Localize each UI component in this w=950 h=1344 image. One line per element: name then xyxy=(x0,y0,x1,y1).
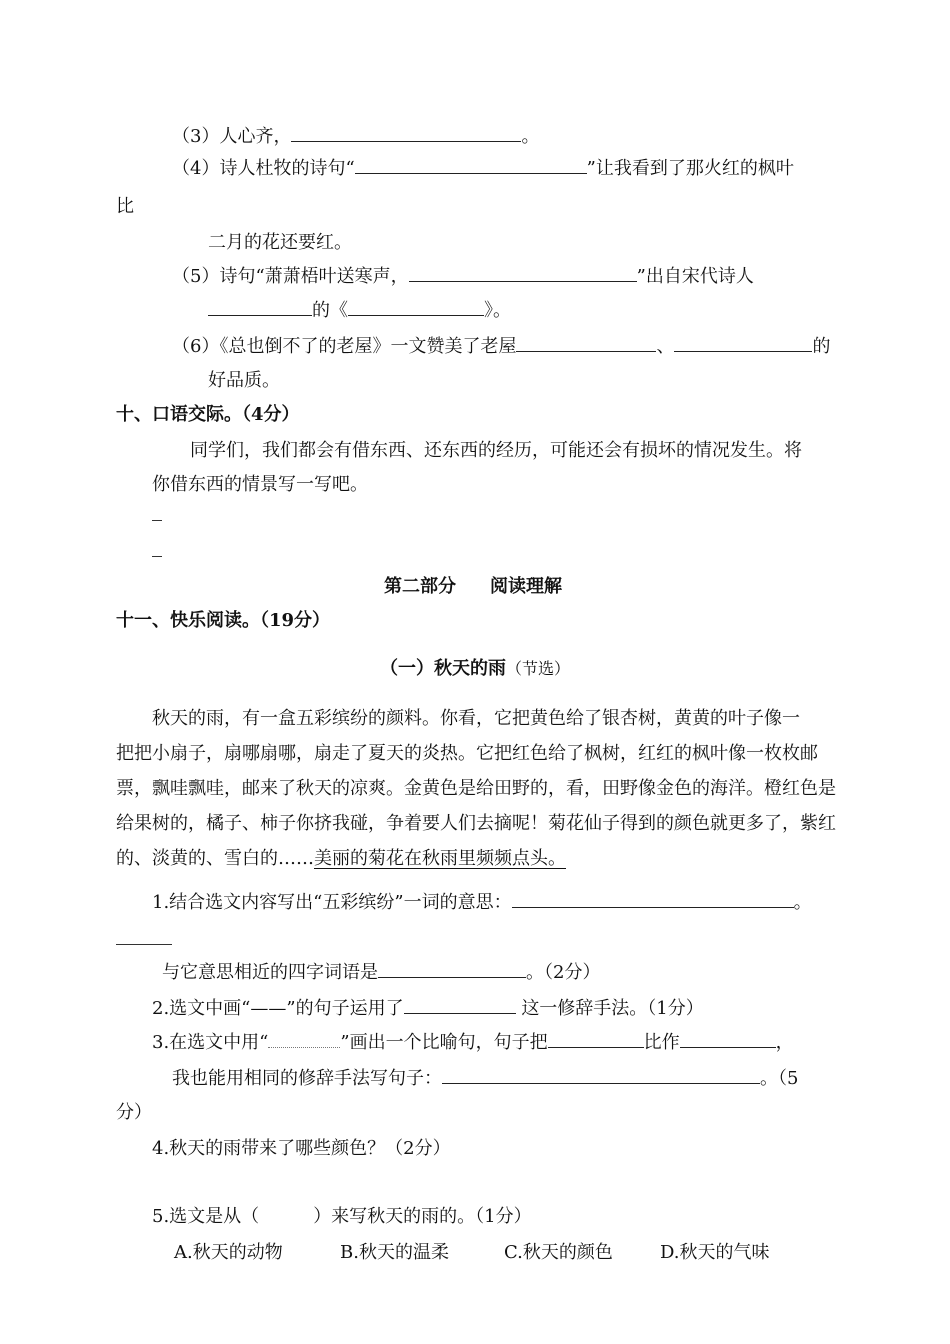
answer-line-continuation[interactable] xyxy=(116,944,172,945)
question-3: 3.在选文中用“ ”画出一个比喻句，句子把 比作 ， xyxy=(152,1032,794,1053)
fill-q6-continuation: 好品质。 xyxy=(208,370,280,391)
question-4: 4.秋天的雨带来了哪些颜色？（2分） xyxy=(152,1138,451,1159)
answer-blank[interactable] xyxy=(548,1031,644,1048)
option-d[interactable]: D.秋天的气味 xyxy=(660,1242,770,1263)
passage-line: 给果树的，橘子、柿子你挤我碰，争着要人们去摘呢！菊花仙子得到的颜色就更多了，紫红 xyxy=(116,813,836,834)
part-2-heading: 第二部分 阅读理解 xyxy=(384,576,562,597)
question-3b-wrap: 分） xyxy=(116,1102,152,1123)
answer-blank[interactable] xyxy=(348,299,484,316)
fill-q4-continuation: 二月的花还要红。 xyxy=(208,232,352,253)
answer-blank[interactable] xyxy=(378,961,526,978)
section-10-heading: 十、口语交际。（4分） xyxy=(116,404,300,425)
answer-blank[interactable] xyxy=(208,299,312,316)
fill-q6: （6）《总也倒不了的老屋》一文赞美了老屋 、 的 xyxy=(172,336,831,357)
answer-blank[interactable] xyxy=(355,157,587,174)
question-1: 1.结合选文内容写出“五彩缤纷”一词的意思： 。 xyxy=(152,892,812,913)
section-11-heading: 十一、快乐阅读。（19分） xyxy=(116,610,331,631)
section-10-text-line2: 你借东西的情景写一写吧。 xyxy=(152,474,368,495)
question-2: 2.选文中画“——”的句子运用了 这一修辞手法。（1分） xyxy=(152,998,704,1019)
answer-blank[interactable] xyxy=(680,1031,776,1048)
wavy-line-mark xyxy=(268,1033,340,1048)
option-a[interactable]: A.秋天的动物 xyxy=(174,1242,283,1263)
fill-q3: （3）人心齐， 。 xyxy=(172,126,540,147)
answer-blank[interactable] xyxy=(291,125,521,142)
fill-q4: （4）诗人杜牧的诗句“ ”让我看到了那火红的枫叶 xyxy=(172,158,794,179)
answer-blank[interactable] xyxy=(409,265,637,282)
passage-line: 把把小扇子，扇哪扇哪，扇走了夏天的炎热。它把红色给了枫树，红红的枫叶像一枚枚邮 xyxy=(116,743,818,764)
underlined-sentence: 美丽的菊花在秋雨里频频点头。 xyxy=(314,848,566,869)
passage-line-last: 的、淡黄的、雪白的……美丽的菊花在秋雨里频频点头。 xyxy=(116,848,566,869)
question-3b: 我也能用相同的修辞手法写句子： 。（5 xyxy=(172,1068,799,1089)
passage-title: （一）秋天的雨（节选） xyxy=(380,658,571,679)
answer-blank[interactable] xyxy=(442,1067,760,1084)
answer-blank[interactable] xyxy=(674,335,812,352)
option-b[interactable]: B.秋天的温柔 xyxy=(340,1242,449,1263)
fill-q5: （5）诗句“萧萧梧叶送寒声， ”出自宋代诗人 xyxy=(172,266,754,287)
answer-line-mark[interactable] xyxy=(152,520,162,521)
fill-q5-line2: 的《 》。 xyxy=(208,298,511,324)
answer-blank[interactable] xyxy=(404,997,516,1014)
passage-line: 票，飘哇飘哇，邮来了秋天的凉爽。金黄色是给田野的，看，田野像金色的海洋。橙红色是 xyxy=(116,778,836,799)
question-1b: 与它意思相近的四字词语是 。（2分） xyxy=(162,962,601,983)
option-c[interactable]: C.秋天的颜色 xyxy=(504,1242,613,1263)
section-10-text-line1: 同学们，我们都会有借东西、还东西的经历，可能还会有损坏的情况发生。将 xyxy=(190,440,802,461)
answer-blank[interactable] xyxy=(516,335,656,352)
fill-q4-wrap: 比 xyxy=(116,196,134,217)
question-5: 5.选文是从（ ）来写秋天的雨的。（1分） xyxy=(152,1206,532,1227)
answer-line-mark[interactable] xyxy=(152,556,162,557)
answer-blank[interactable] xyxy=(512,891,794,908)
passage-line: 秋天的雨，有一盒五彩缤纷的颜料。你看，它把黄色给了银杏树，黄黄的叶子像一 xyxy=(152,708,800,729)
